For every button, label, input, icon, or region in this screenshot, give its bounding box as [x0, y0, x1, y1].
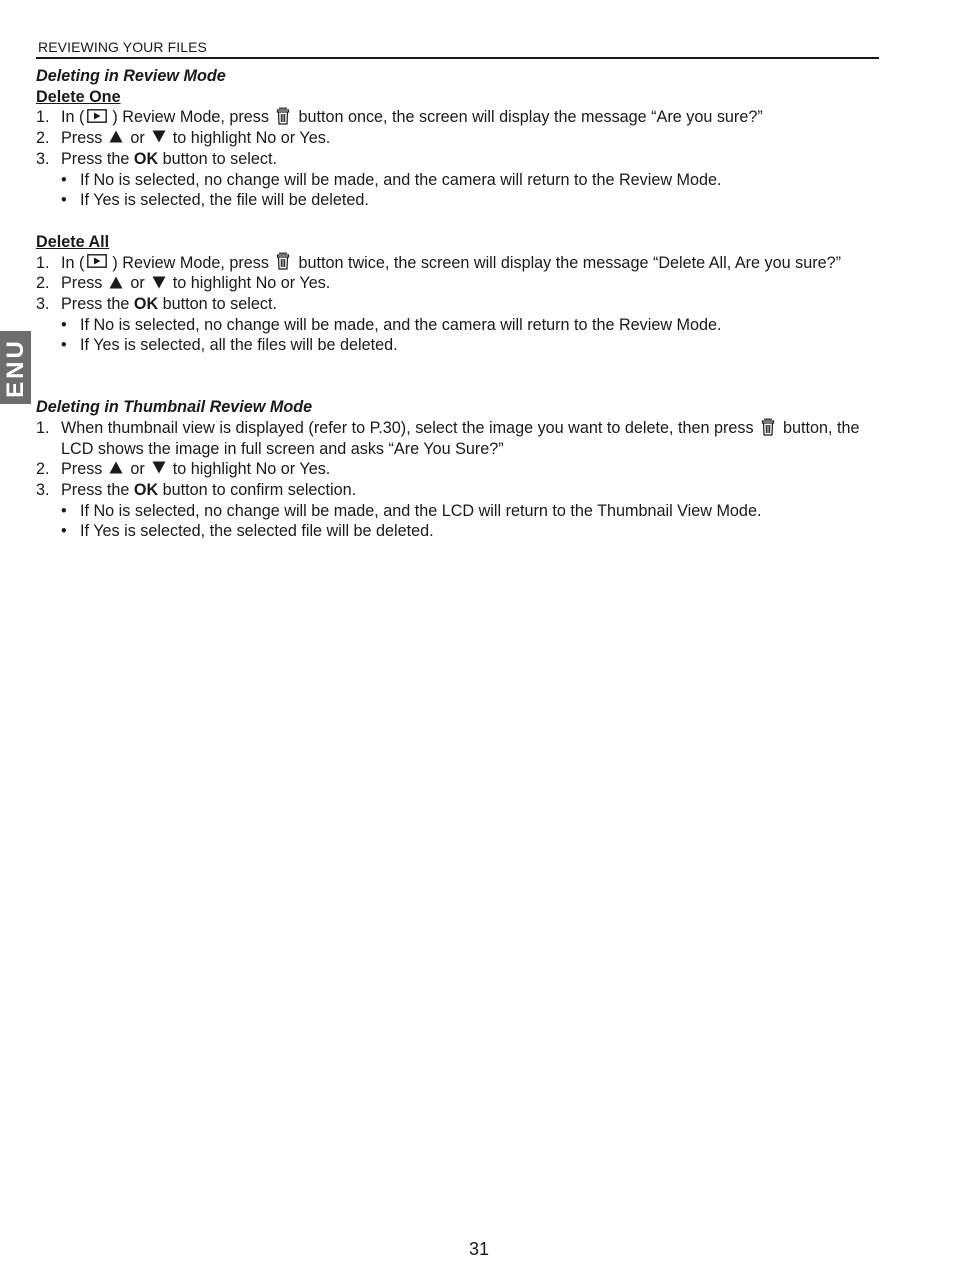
- page-number: 31: [468, 1239, 490, 1259]
- step-text: button, the LCD shows the image in full screen and asks “Are You Sure?”: [61, 418, 860, 458]
- bullet: •: [61, 191, 67, 210]
- step-number: 3.: [36, 480, 50, 499]
- ok-label: OK: [133, 149, 159, 168]
- step-text: ) Review Mode, press: [112, 253, 269, 272]
- step-text: button to confirm selection.: [162, 480, 357, 499]
- bullet-item: [36, 335, 896, 356]
- step-text: ) Review Mode, press: [112, 108, 269, 127]
- step-number: 2.: [36, 460, 50, 479]
- language-tab-label: ENU: [1, 337, 29, 398]
- step-text: button to select.: [162, 295, 277, 314]
- step-text: to highlight No or Yes.: [172, 129, 331, 148]
- list-item: [36, 149, 896, 170]
- page-header-title: REVIEWING YOUR FILES: [38, 39, 207, 55]
- language-tab: [0, 331, 31, 404]
- list-item: [36, 128, 896, 149]
- step-text: button once, the screen will display the message “Are you sure?”: [298, 108, 763, 127]
- step-number: 3.: [36, 295, 50, 314]
- bullet: •: [61, 501, 67, 520]
- bullet-text: If Yes is selected, the selected file will be deleted.: [80, 522, 434, 541]
- step-text: button to select.: [162, 149, 277, 168]
- down-arrow-icon: [152, 276, 166, 289]
- list-item: [36, 459, 896, 480]
- list-item: [36, 107, 896, 128]
- play-icon: [87, 254, 107, 268]
- step-number: 1.: [36, 108, 50, 127]
- step-text: In (: [61, 253, 85, 272]
- bullet: •: [61, 522, 67, 541]
- step-text: In (: [61, 108, 85, 127]
- step-text: Press: [61, 129, 103, 148]
- up-arrow-icon: [109, 461, 123, 474]
- ok-label: OK: [133, 295, 159, 314]
- list-item: [36, 294, 896, 315]
- bullet-item: [36, 170, 896, 191]
- step-number: 1.: [36, 418, 50, 437]
- bullet-item: [36, 501, 896, 522]
- step-number: 2.: [36, 129, 50, 148]
- step-text: to highlight No or Yes.: [172, 460, 331, 479]
- delete-all-heading: Delete All: [36, 232, 110, 251]
- play-icon: [87, 109, 107, 123]
- list-item: [36, 253, 896, 274]
- step-text: Press the: [61, 480, 130, 499]
- step-number: 1.: [36, 253, 50, 272]
- bullet-text: If No is selected, no change will be made, and the LCD will return to the Thumbnail View Mode.: [80, 501, 762, 520]
- step-text: Press: [61, 460, 103, 479]
- step-text: or: [130, 129, 145, 148]
- step-number: 2.: [36, 274, 50, 293]
- bullet-item: [36, 315, 896, 336]
- trash-icon: [276, 252, 290, 270]
- list-item: [36, 273, 896, 294]
- bullet-text: If Yes is selected, all the files will be deleted.: [80, 336, 398, 355]
- ok-label: OK: [133, 480, 159, 499]
- step-text: to highlight No or Yes.: [172, 274, 331, 293]
- list-item: [36, 480, 896, 501]
- bullet-item: [36, 521, 896, 542]
- step-text: Press: [61, 274, 103, 293]
- step-text: Press the: [61, 149, 130, 168]
- header-divider: [36, 57, 879, 59]
- trash-icon: [761, 418, 775, 436]
- step-text: or: [130, 460, 145, 479]
- thumbnail-mode-heading: Deleting in Thumbnail Review Mode: [36, 398, 313, 417]
- bullet-item: [36, 190, 896, 211]
- bullet-text: If No is selected, no change will be made, and the camera will return to the Review Mode.: [80, 315, 722, 334]
- up-arrow-icon: [109, 276, 123, 289]
- down-arrow-icon: [152, 461, 166, 474]
- main-content: [36, 66, 896, 542]
- trash-icon: [276, 107, 290, 125]
- delete-one-heading: Delete One: [36, 87, 121, 106]
- step-number: 3.: [36, 149, 50, 168]
- up-arrow-icon: [109, 130, 123, 143]
- bullet: •: [61, 315, 67, 334]
- bullet: •: [61, 336, 67, 355]
- step-text: or: [130, 274, 145, 293]
- step-text: Press the: [61, 295, 130, 314]
- step-text: button twice, the screen will display the message “Delete All, Are you sure?”: [298, 253, 841, 272]
- step-text: When thumbnail view is displayed (refer to P.30), select the image you want to delete, then press: [61, 418, 754, 437]
- list-item: [36, 418, 896, 459]
- down-arrow-icon: [152, 130, 166, 143]
- bullet: •: [61, 170, 67, 189]
- bullet-text: If Yes is selected, the file will be deleted.: [80, 191, 369, 210]
- review-mode-heading: Deleting in Review Mode: [36, 67, 226, 85]
- bullet-text: If No is selected, no change will be made, and the camera will return to the Review Mode.: [80, 170, 722, 189]
